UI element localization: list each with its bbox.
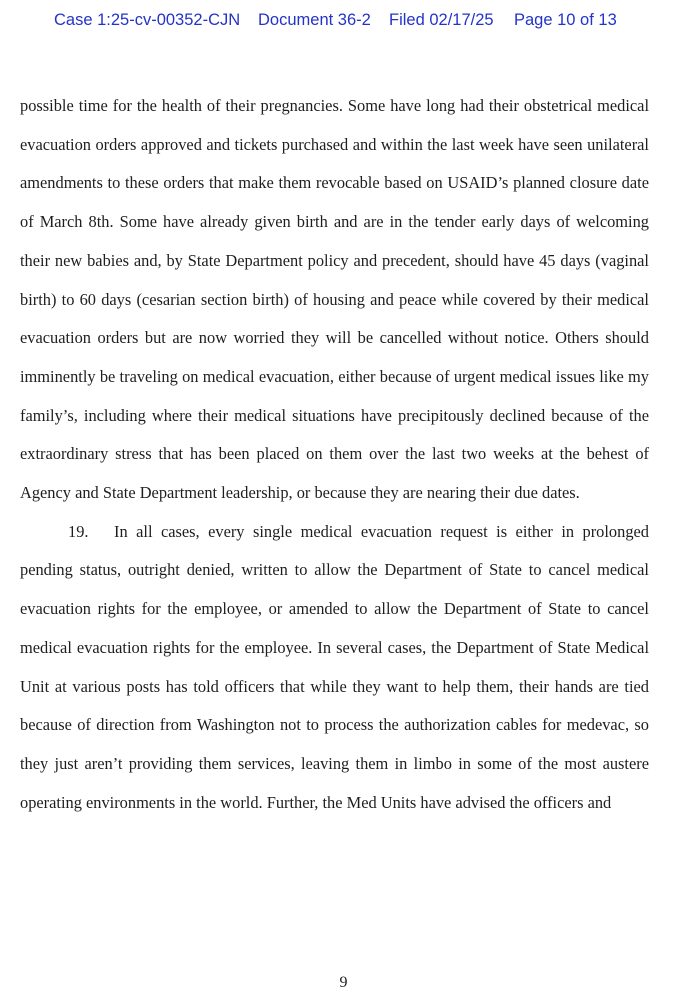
filed-date: Filed 02/17/25	[389, 11, 494, 29]
paragraph-19	[20, 513, 649, 823]
page-of-total: Page 10 of 13	[514, 11, 617, 29]
page-number: 9	[339, 974, 348, 991]
case-header	[0, 11, 687, 33]
paragraph-19-text: In all cases, every single medical evacuation request is either in prolonged pending status, outright denied, written to allow the Department of State to cancel medical evacuation rights for the employee, or amended to allow the Department of State to cancel medical evacuation rights for the employee. In several cases, the Department of State Medical Unit at various posts has told officers that while they want to help them, their hands are tied because of direction from Washington not to process the authorization cables for medevac, so they just aren’t providing them services, leaving them in limbo in some of the most austere operating environments in the world. Further, the Med Units have advised the officers and	[20, 521, 649, 812]
paragraph-number: 19.	[68, 521, 89, 541]
case-number: Case 1:25-cv-00352-CJN	[54, 11, 241, 29]
paragraph-continued: possible time for the health of their pregnancies. Some have long had their obstetrical medical evacuation orders approved and tickets purchased and within the last week have seen unilateral amendments to these orders that make them revocable based on USAID’s planned closure date of March 8th. Some have already given birth and are in the tender early days of welcoming their new babies and, by State Department policy and precedent, should have 45 days (vaginal birth) to 60 days (cesarian section birth) of housing and peace while covered by their medical evacuation orders but are now worried they will be cancelled without notice. Others should imminently be traveling on medical evacuation, either because of urgent medical issues like my family’s, including where their medical situations have precipitously declined because of the extraordinary stress that has been placed on them over the last two weeks at the behest of Agency and State Department leadership, or because they are nearing their due dates.	[20, 96, 649, 503]
document-number: Document 36-2	[258, 11, 371, 29]
document-body	[20, 87, 649, 822]
